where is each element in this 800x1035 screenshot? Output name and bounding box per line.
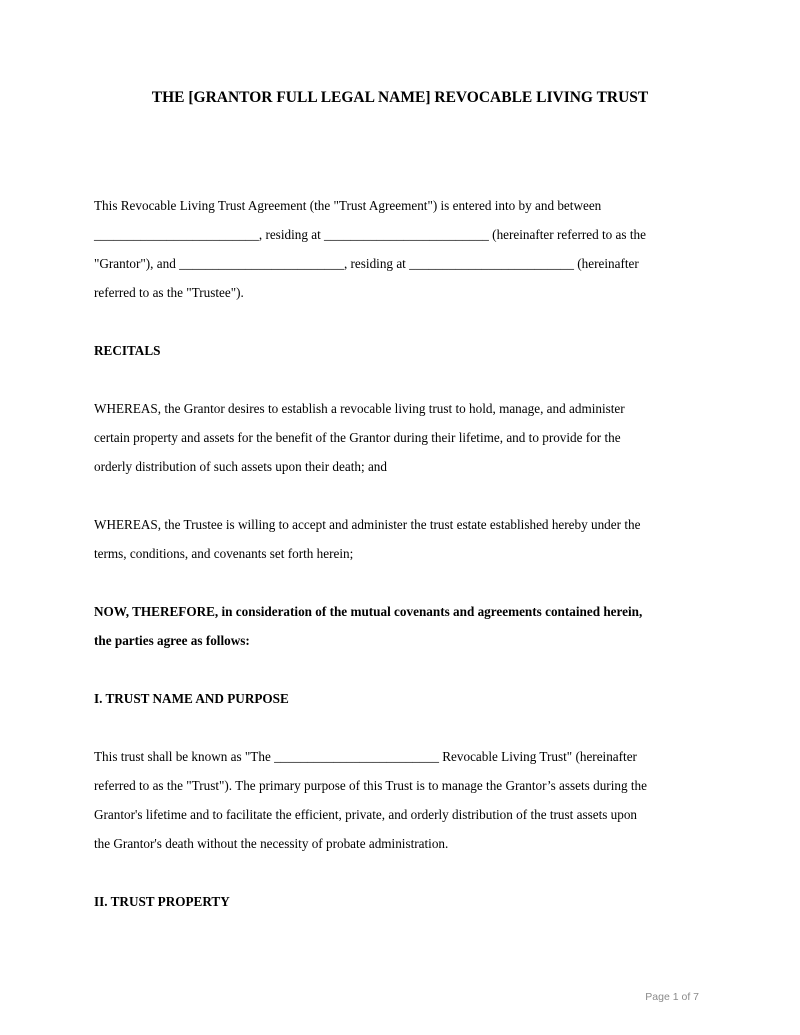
recitals-heading: RECITALS (94, 343, 161, 358)
section-1-line-4: the Grantor's death without the necessity of probate administration. (94, 836, 449, 851)
section-1-heading: I. TRUST NAME AND PURPOSE (94, 691, 289, 706)
whereas-1-line-2: certain property and assets for the benefit of the Grantor during their lifetime, and to provide for the (94, 430, 621, 445)
whereas-2-line-1: WHEREAS, the Trustee is willing to accept and administer the trust estate established hereby under the (94, 517, 641, 532)
intro-line-1: This Revocable Living Trust Agreement (the "Trust Agreement") is entered into by and between (94, 198, 602, 213)
now-therefore-line-1: NOW, THEREFORE, in consideration of the mutual covenants and agreements contained herein, (94, 604, 643, 619)
intro-line-3: "Grantor"), and _________________________, residing at _________________________ (hereinafter (94, 256, 639, 271)
whereas-2-line-2: terms, conditions, and covenants set forth herein; (94, 546, 354, 561)
whereas-1-line-1: WHEREAS, the Grantor desires to establish a revocable living trust to hold, manage, and administer (94, 401, 625, 416)
page-number: Page 1 of 7 (645, 991, 699, 1003)
intro-line-2: _________________________, residing at _________________________ (hereinafter referred to as the (94, 227, 646, 242)
section-2-heading: II. TRUST PROPERTY (94, 894, 230, 909)
section-1-line-1: This trust shall be known as "The _________________________ Revocable Living Trust" (hereinafter (94, 749, 637, 764)
now-therefore-line-2: the parties agree as follows: (94, 633, 250, 648)
document-title: THE [GRANTOR FULL LEGAL NAME] REVOCABLE LIVING TRUST (151, 89, 649, 106)
section-1-line-3: Grantor's lifetime and to facilitate the efficient, private, and orderly distribution of the trust assets upon (94, 807, 638, 822)
whereas-1-line-3: orderly distribution of such assets upon their death; and (94, 459, 387, 474)
section-1-line-2: referred to as the "Trust"). The primary purpose of this Trust is to manage the Grantor’s assets during the (94, 778, 647, 793)
intro-line-4: referred to as the "Trustee"). (94, 285, 244, 300)
